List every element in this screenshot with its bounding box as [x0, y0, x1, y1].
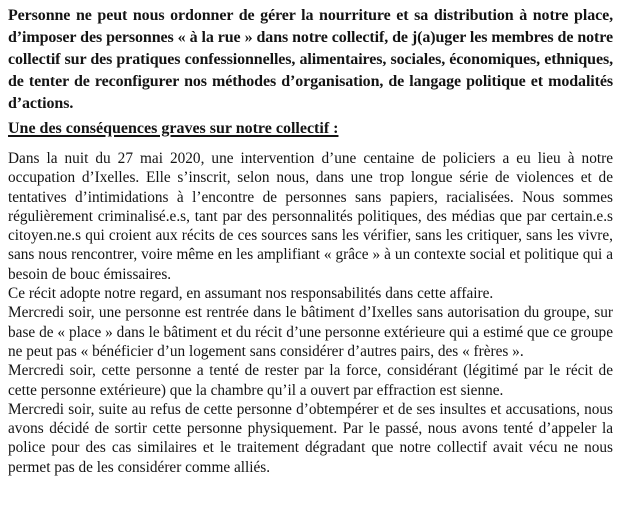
paragraph-mercredi-entree: Mercredi soir, une personne est rentrée dans le bâtiment d’Ixelles sans autorisation du groupe, sur base de « place » dans le bâtiment et du récit d’une personne extérieure qui a estimé que ce groupe ne peut pas « bénéficier d’un logement sans considérer d’autres pairs, des « frères ».: [8, 304, 613, 360]
section-heading: Une des conséquences graves sur notre collectif :: [8, 120, 339, 137]
body-paragraphs: [8, 149, 613, 477]
intro-paragraph: Personne ne peut nous ordonner de gérer la nourriture et sa distribution à notre place, d’imposer des personnes « à la rue » dans notre collectif, de j(a)uger les membres de notre collectif sur des pratiques confessionnelles, alimentaires, sociales, économiques, ethniques, de tenter de reconfigurer nos méthodes d’organisation, de langage politique et modalités d’actions.: [8, 7, 613, 112]
paragraph-mercredi-refus: Mercredi soir, suite au refus de cette personne d’obtempérer et de ses insultes et accusations, nous avons décidé de sortir cette personne physiquement. Par le passé, nous avons tenté d’appeler la police pour des cas similaires et le traitement dégradant que notre collectif avait vécu ne nous permet pas de les considérer comme alliés.: [8, 400, 613, 476]
paragraph-recit-regard: Ce récit adopte notre regard, en assumant nos responsabilités dans cette affaire.: [8, 285, 494, 303]
paragraph-police-intervention: Dans la nuit du 27 mai 2020, une intervention d’une centaine de policiers a eu lieu à notre occupation d’Ixelles. Elle s’inscrit, selon nous, dans une trop longue série de violences et de tentatives d’intimidations à l’encontre de personnes sans papiers, racialisées. Nous sommes régulièrement criminalisé.e.s, tant par des personnalités politiques, des médias que par certain.e.s citoyen.ne.s qui croient aux récits de ces sources sans les vérifier, sans les critiquer, sans les vivre, sans nous rencontrer, voire même en les amplifiant « grâce » à un contexte social et politique qui a besoin de bouc émissaires.: [8, 150, 613, 283]
paragraph-mercredi-force: Mercredi soir, cette personne a tenté de rester par la force, considérant (légitimé par le récit de cette personne extérieure) que la chambre qu’il a ouvert par effraction est sienne.: [8, 362, 613, 399]
